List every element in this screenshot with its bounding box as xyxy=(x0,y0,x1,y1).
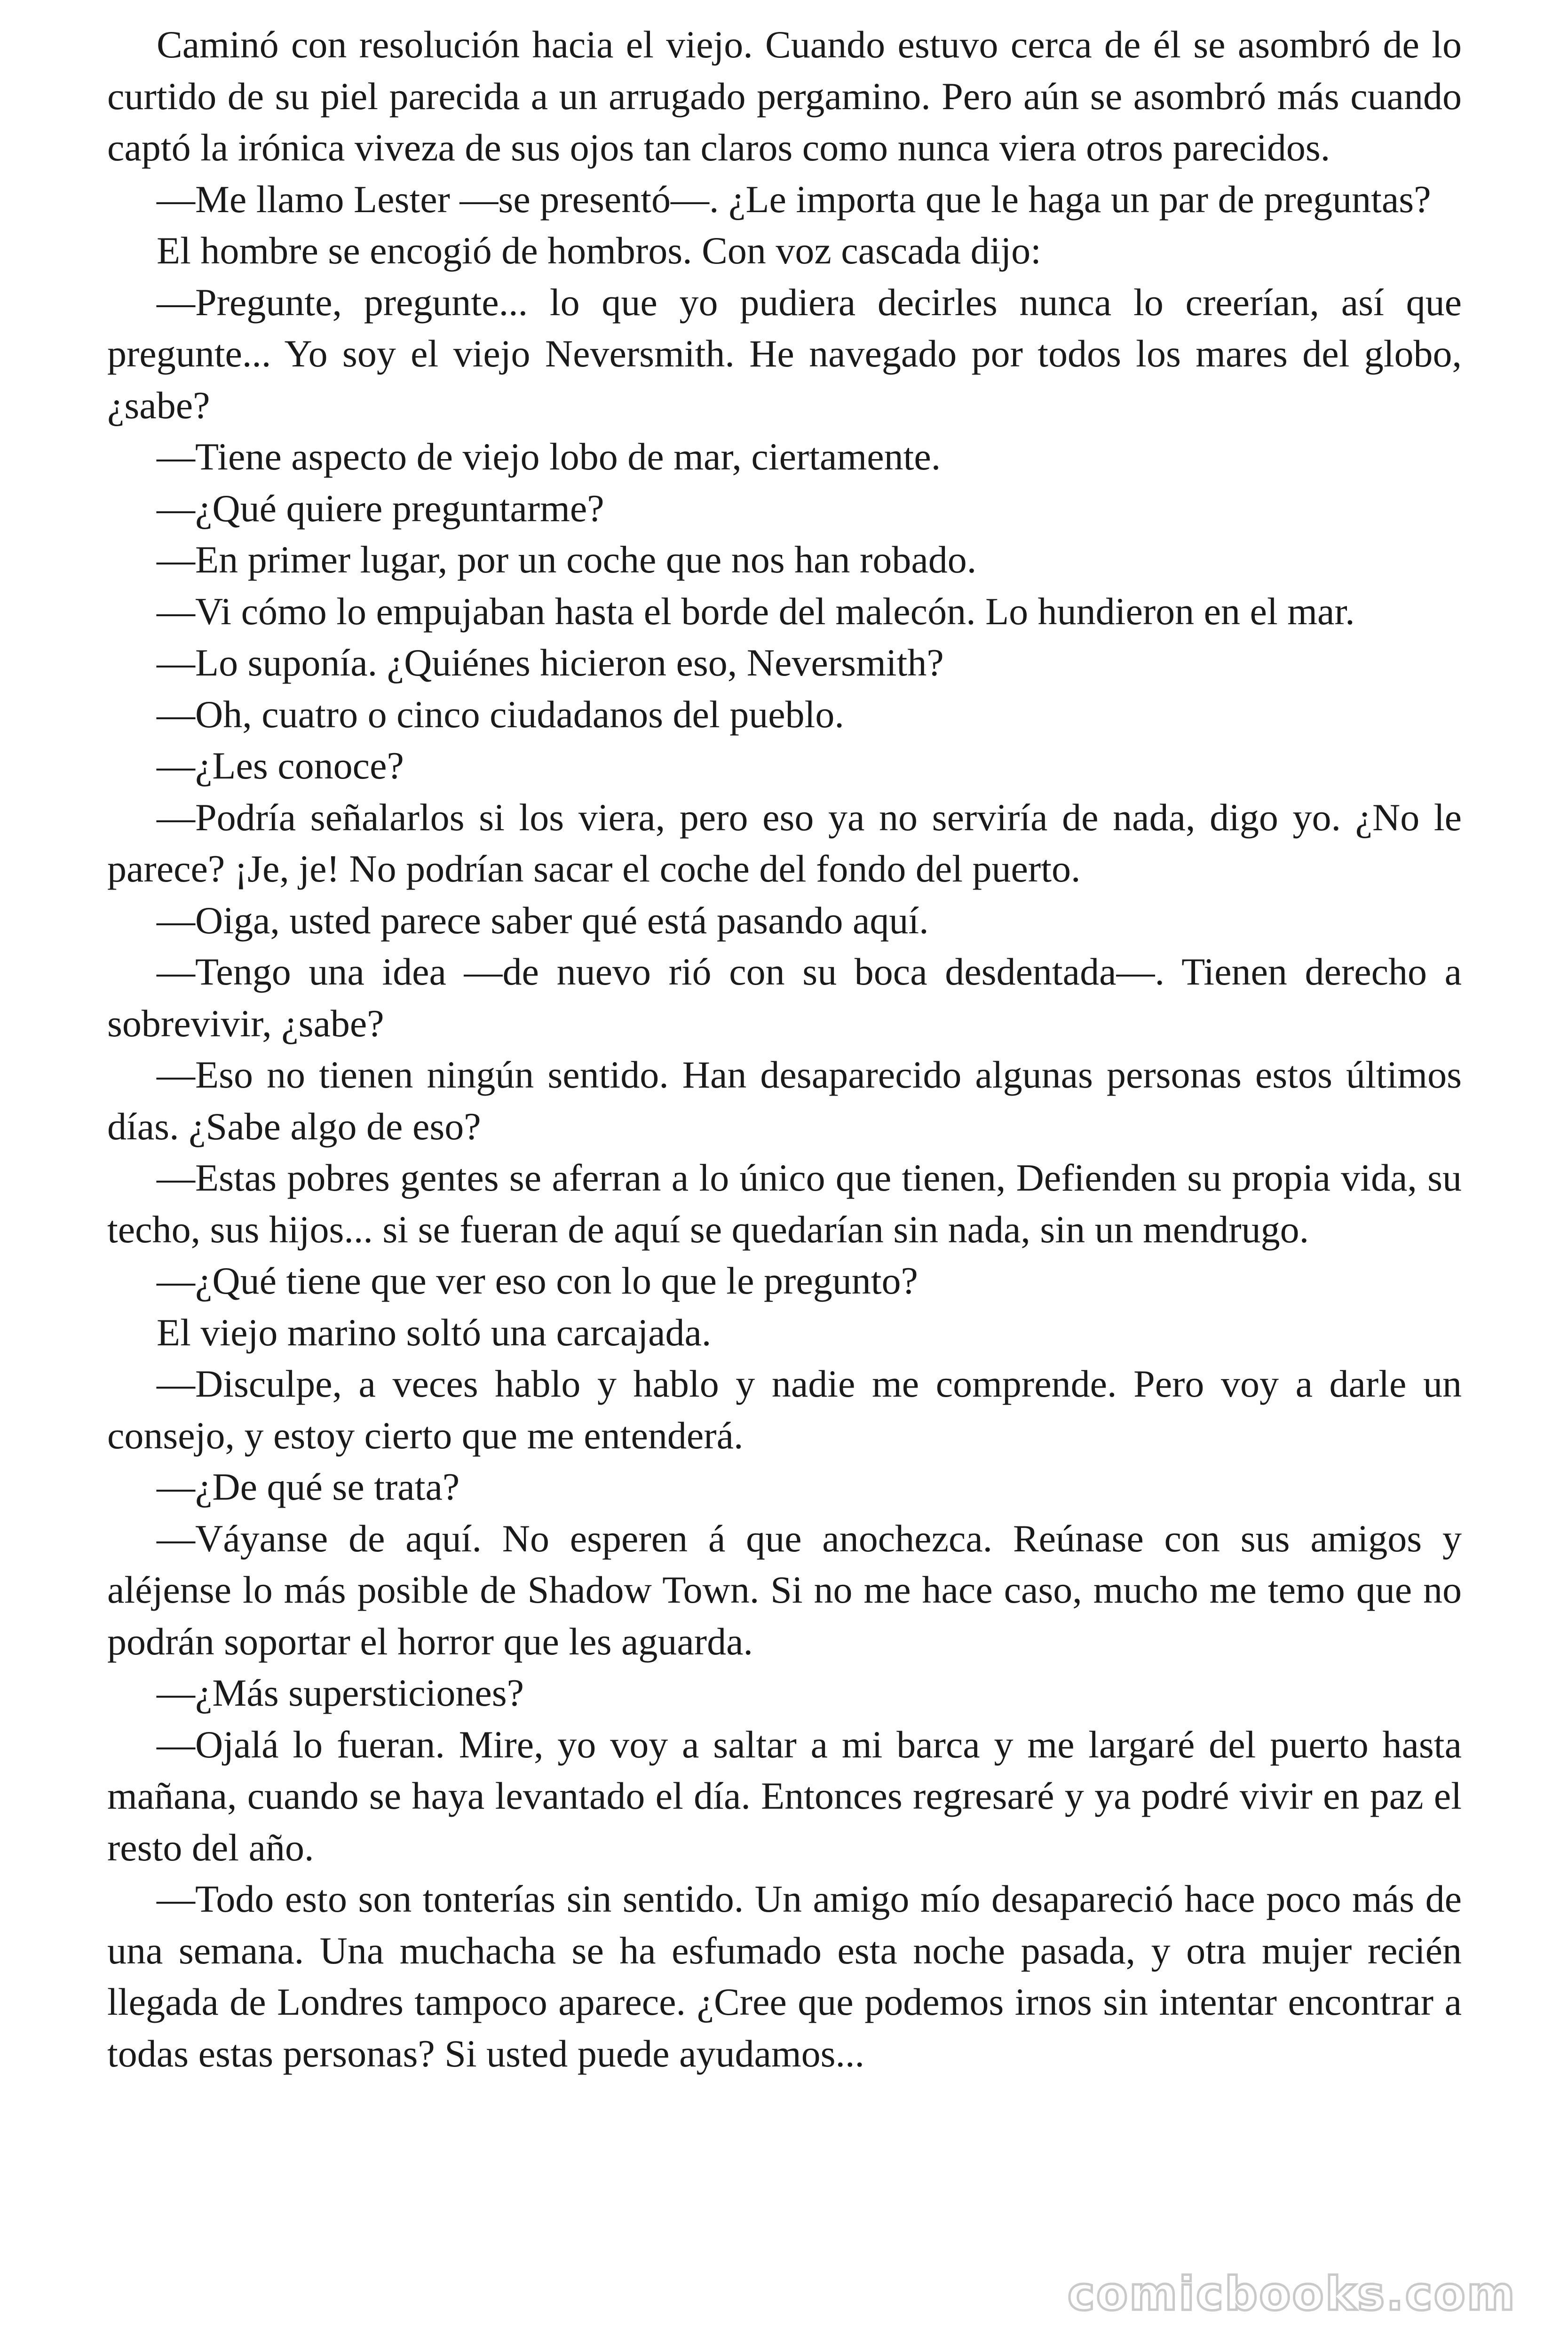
paragraph: —¿Les conoce? xyxy=(157,744,404,787)
paragraph: —Váyanse de aquí. No esperen á que anochezca. Reúnase con sus amigos y aléjense lo más posible de Shadow Town. Si no me hace caso, mucho me temo que no podrán soportar el horror que les aguarda. xyxy=(107,1517,1462,1663)
paragraph: —Podría señalarlos si los viera, pero eso ya no serviría de nada, digo yo. ¿No le parece? ¡Je, je! No podrían sacar el coche del fondo del puerto. xyxy=(107,795,1462,890)
paragraph: —Disculpe, a veces hablo y hablo y nadie me comprende. Pero voy a darle un consejo, y estoy cierto que me entenderá. xyxy=(107,1362,1462,1457)
paragraph: —Ojalá lo fueran. Mire, yo voy a saltar a mi barca y me largaré del puerto hasta mañana, cuando se haya levantado el día. Entonces regresaré y ya podré vivir en paz el resto del año. xyxy=(107,1723,1462,1869)
paragraph: —Pregunte, pregunte... lo que yo pudiera decirles nunca lo creerían, así que pregunte... Yo soy el viejo Neversmith. He navegado por todos los mares del globo, ¿sabe? xyxy=(107,280,1462,427)
paragraph: —Tiene aspecto de viejo lobo de mar, ciertamente. xyxy=(157,435,941,478)
paragraph: —¿Qué quiere preguntarme? xyxy=(157,486,604,530)
paragraph: —¿De qué se trata? xyxy=(157,1465,460,1508)
paragraph: —En primer lugar, por un coche que nos han robado. xyxy=(157,538,977,581)
paragraph: El viejo marino soltó una carcajada. xyxy=(157,1311,712,1354)
paragraph: —¿Qué tiene que ver eso con lo que le pregunto? xyxy=(157,1259,918,1302)
paragraph: —Oiga, usted parece saber qué está pasando aquí. xyxy=(157,898,929,942)
paragraph: —Estas pobres gentes se aferran a lo único que tienen, Defienden su propia vida, su techo, sus hijos... si se fueran de aquí se quedarían sin nada, sin un mendrugo. xyxy=(107,1156,1462,1251)
paragraph: —Vi cómo lo empujaban hasta el borde del malecón. Lo hundieron en el mar. xyxy=(157,589,1355,633)
paragraph: —Lo suponía. ¿Quiénes hicieron eso, Neversmith? xyxy=(157,641,944,684)
watermark-logo: comicbooks.com xyxy=(1067,2267,1516,2321)
paragraph: —¿Más supersticiones? xyxy=(157,1671,524,1714)
paragraph: —Todo esto son tonterías sin sentido. Un amigo mío desapareció hace poco más de una semana. Una muchacha se ha esfumado esta noche pasada, y otra mujer recién llegada de Londres tampoco aparece. ¿Cree que podemos irnos sin intentar encontrar a todas estas personas? Si usted puede ayudamos... xyxy=(107,1877,1462,2075)
paragraph: —Eso no tienen ningún sentido. Han desaparecido algunas personas estos últimos días. ¿Sabe algo de eso? xyxy=(107,1053,1462,1148)
paragraph: El hombre se encogió de hombros. Con voz cascada dijo: xyxy=(157,229,1041,272)
book-page-text xyxy=(107,19,1462,2079)
paragraph: —Tengo una idea —de nuevo rió con su boca desdentada—. Tienen derecho a sobrevivir, ¿sabe? xyxy=(107,950,1462,1045)
paragraph: —Oh, cuatro o cinco ciudadanos del pueblo. xyxy=(157,692,844,736)
paragraph: Caminó con resolución hacia el viejo. Cuando estuvo cerca de él se asombró de lo curtido de su piel parecida a un arrugado pergamino. Pero aún se asombró más cuando captó la irónica viveza de sus ojos tan claros como nunca viera otros parecidos. xyxy=(107,23,1462,169)
paragraph: —Me llamo Lester —se presentó—. ¿Le importa que le haga un par de preguntas? xyxy=(157,177,1431,221)
